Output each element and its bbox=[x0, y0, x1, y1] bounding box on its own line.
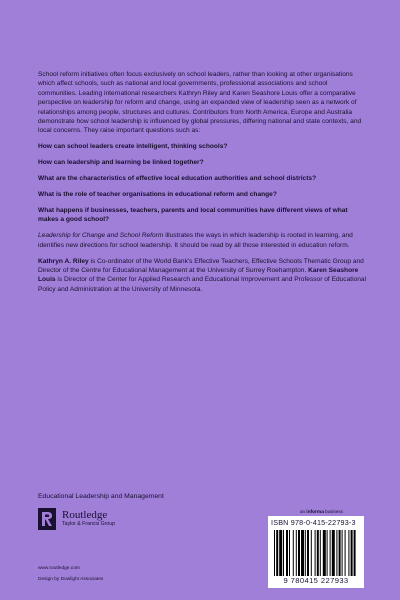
question-2: How can leadership and learning be linked together? bbox=[38, 159, 204, 167]
informa-tag bbox=[300, 509, 343, 515]
design-credit: Design by Dowlight Associates bbox=[38, 577, 104, 582]
publisher-logo bbox=[38, 508, 115, 530]
summary-text: illustrates the ways in which leadership is rooted in learning, and identifies new directions for school leadership. It should be read by all those interested in education reform. bbox=[38, 232, 353, 249]
author2-bio: is Director of the Center for Applied Research and Educational Improvement and Professor of Educational Policy and Administration at the University of Minnesota. bbox=[38, 276, 367, 293]
barcode-digits: 9 780415 227933 bbox=[283, 576, 349, 585]
informa-prefix: an bbox=[300, 509, 307, 514]
publisher-website: www.routledge.com bbox=[38, 566, 80, 571]
blurb bbox=[38, 70, 368, 301]
book-title: Leadership for Change and School Reform bbox=[38, 232, 164, 240]
authors-paragraph bbox=[38, 257, 368, 295]
question-1: How can school leaders create intelligent, thinking schools? bbox=[38, 143, 228, 151]
publisher-name: Routledge bbox=[62, 509, 108, 521]
question-5: What happens if businesses, teachers, parents and local communities have different views of what makes a good school? bbox=[38, 206, 348, 224]
summary-paragraph bbox=[38, 231, 368, 250]
publisher-group: Taylor & Francis Group bbox=[62, 521, 116, 527]
routledge-logo-icon bbox=[38, 508, 56, 530]
barcode-icon bbox=[274, 530, 358, 576]
isbn-label: ISBN 978-0-415-22793-3 bbox=[271, 518, 356, 527]
author2-name: Karen Seashore Louis bbox=[38, 267, 359, 284]
informa-suffix: business bbox=[323, 509, 343, 514]
barcode-panel bbox=[268, 516, 364, 588]
intro-paragraph: School reform initiatives often focus exclusively on school leaders, rather than looking at other organisations which affect schools, such as national and local governments, professional associations and school communities. Leading international researchers Kathryn Riley and Karen Seashore Louis offer a comparative perspective on leadership for reform and change, using an expanded view of leadership seen as a network of relationships among people, structures and cultures. Contributors from North America, Europe and Australia demonstrate how school leadership is influenced by global pressures, differing national and state contexts, and local concerns. They raise important questions such as: bbox=[38, 71, 362, 135]
question-4: What is the role of teacher organisations in educational reform and change? bbox=[38, 191, 277, 199]
informa-name: informa bbox=[306, 510, 324, 515]
series-name: Educational Leadership and Management bbox=[38, 493, 164, 500]
author1-name: Kathryn A. Riley bbox=[38, 257, 89, 265]
question-3: What are the characteristics of effective local education authorities and school districts? bbox=[38, 175, 317, 183]
author1-bio: is Co-ordinator of the World Bank's Effective Teachers, Effective Schools Thematic Group and Director of the Centre for Educational Management at the University of Surrey Roehampton. bbox=[38, 257, 364, 274]
